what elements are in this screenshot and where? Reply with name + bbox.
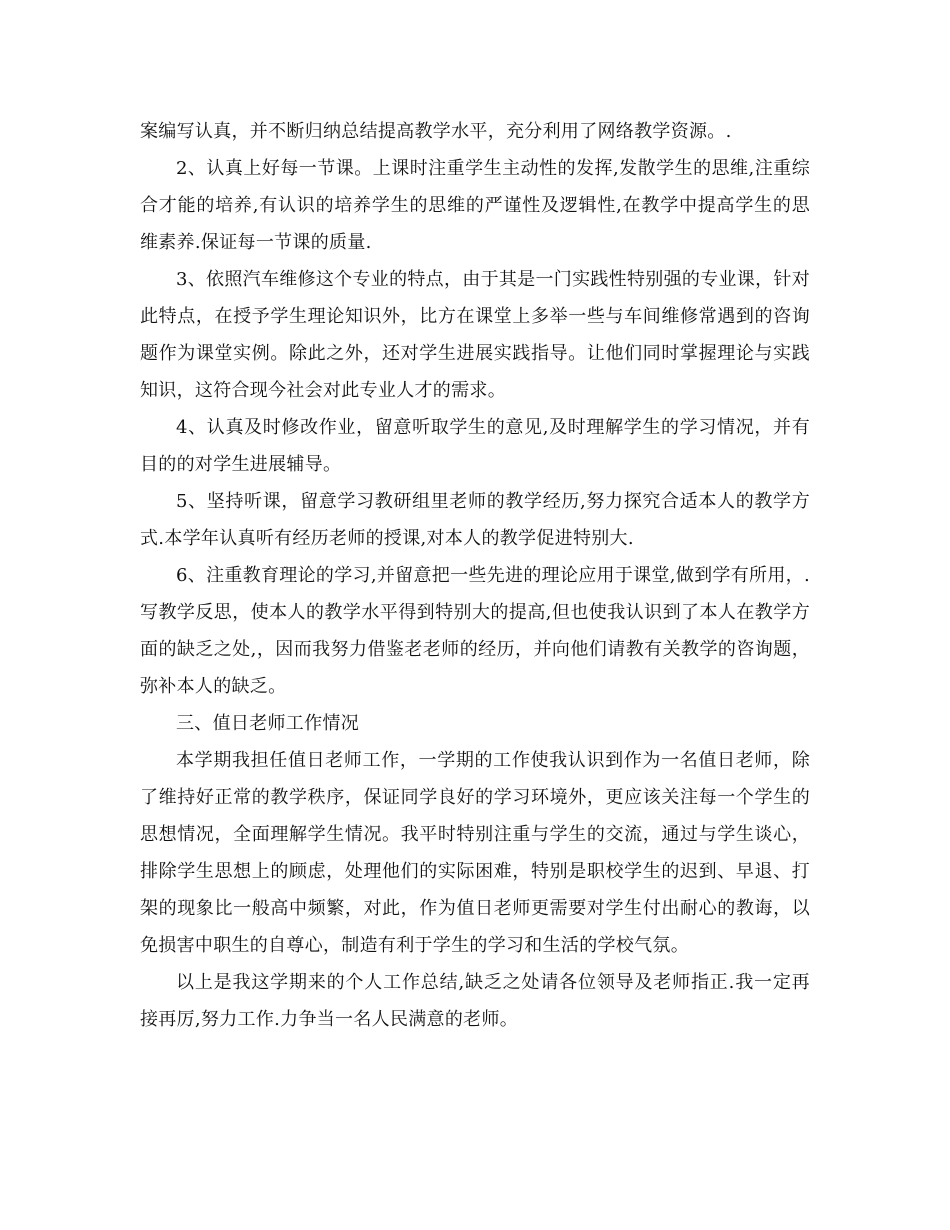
paragraph-item-4: 4、认真及时修改作业，留意听取学生的意见,及时理解学生的学习情况，并有目的的对学生进展辅导。 (140, 417, 810, 475)
section-heading: 三、值日老师工作情况 (176, 713, 359, 734)
paragraph-item-3: 3、依照汽车维修这个专业的特点，由于其是一门实践性特别强的专业课，针对此特点，在授予学生理论知识外，比方在课堂上多举一些与车间维修常遇到的咨询题作为课堂实例。除此之外，还对学生进展实践指导。让他们同时掌握理论与实践知识，这符合现今社会对此专业人才的需求。 (140, 269, 810, 401)
paragraph-item-5: 5、坚持听课，留意学习教研组里老师的教学经历,努力探究合适本人的教学方式.本学年认真听有经历老师的授课,对本人的教学促进特别大. (140, 491, 810, 549)
paragraph-continuation: 案编写认真，并不断归纳总结提高教学水平，充分利用了网络教学资源。. (140, 121, 732, 142)
paragraph-conclusion: 以上是我这学期来的个人工作总结,缺乏之处请各位领导及老师指正.我一定再接再厉,努力工作.力争当一名人民满意的老师。 (140, 972, 810, 1030)
paragraph-item-2: 2、认真上好每一节课。上课时注重学生主动性的发挥,发散学生的思维,注重综合才能的培养,有认识的培养学生的思维的严谨性及逻辑性,在教学中提高学生的思维素养.保证每一节课的质量. (140, 158, 810, 253)
paragraph-duty-teacher: 本学期我担任值日老师工作，一学期的工作使我认识到作为一名值日老师，除了维持好正常的教学秩序，保证同学良好的学习环境外，更应该关注每一个学生的思想情况，全面理解学生情况。我平时特别注重与学生的交流，通过与学生谈心，排除学生思想上的顾虑，处理他们的实际困难，特别是职校学生的迟到、早退、打架的现象比一般高中频繁，对此，作为值日老师更需要对学生付出耐心的教诲，以免损害中职生的自尊心，制造有利于学生的学习和生活的学校气氛。 (140, 750, 810, 956)
paragraph-item-6: 6、注重教育理论的学习,并留意把一些先进的理论应用于课堂,做到学有所用，.写教学反思，使本人的教学水平得到特别大的提高,但也使我认识到了本人在教学方面的缺乏之处,，因而我努力借鉴老老师的经历，并向他们请教有关教学的咨询题，弥补本人的缺乏。 (140, 565, 810, 697)
